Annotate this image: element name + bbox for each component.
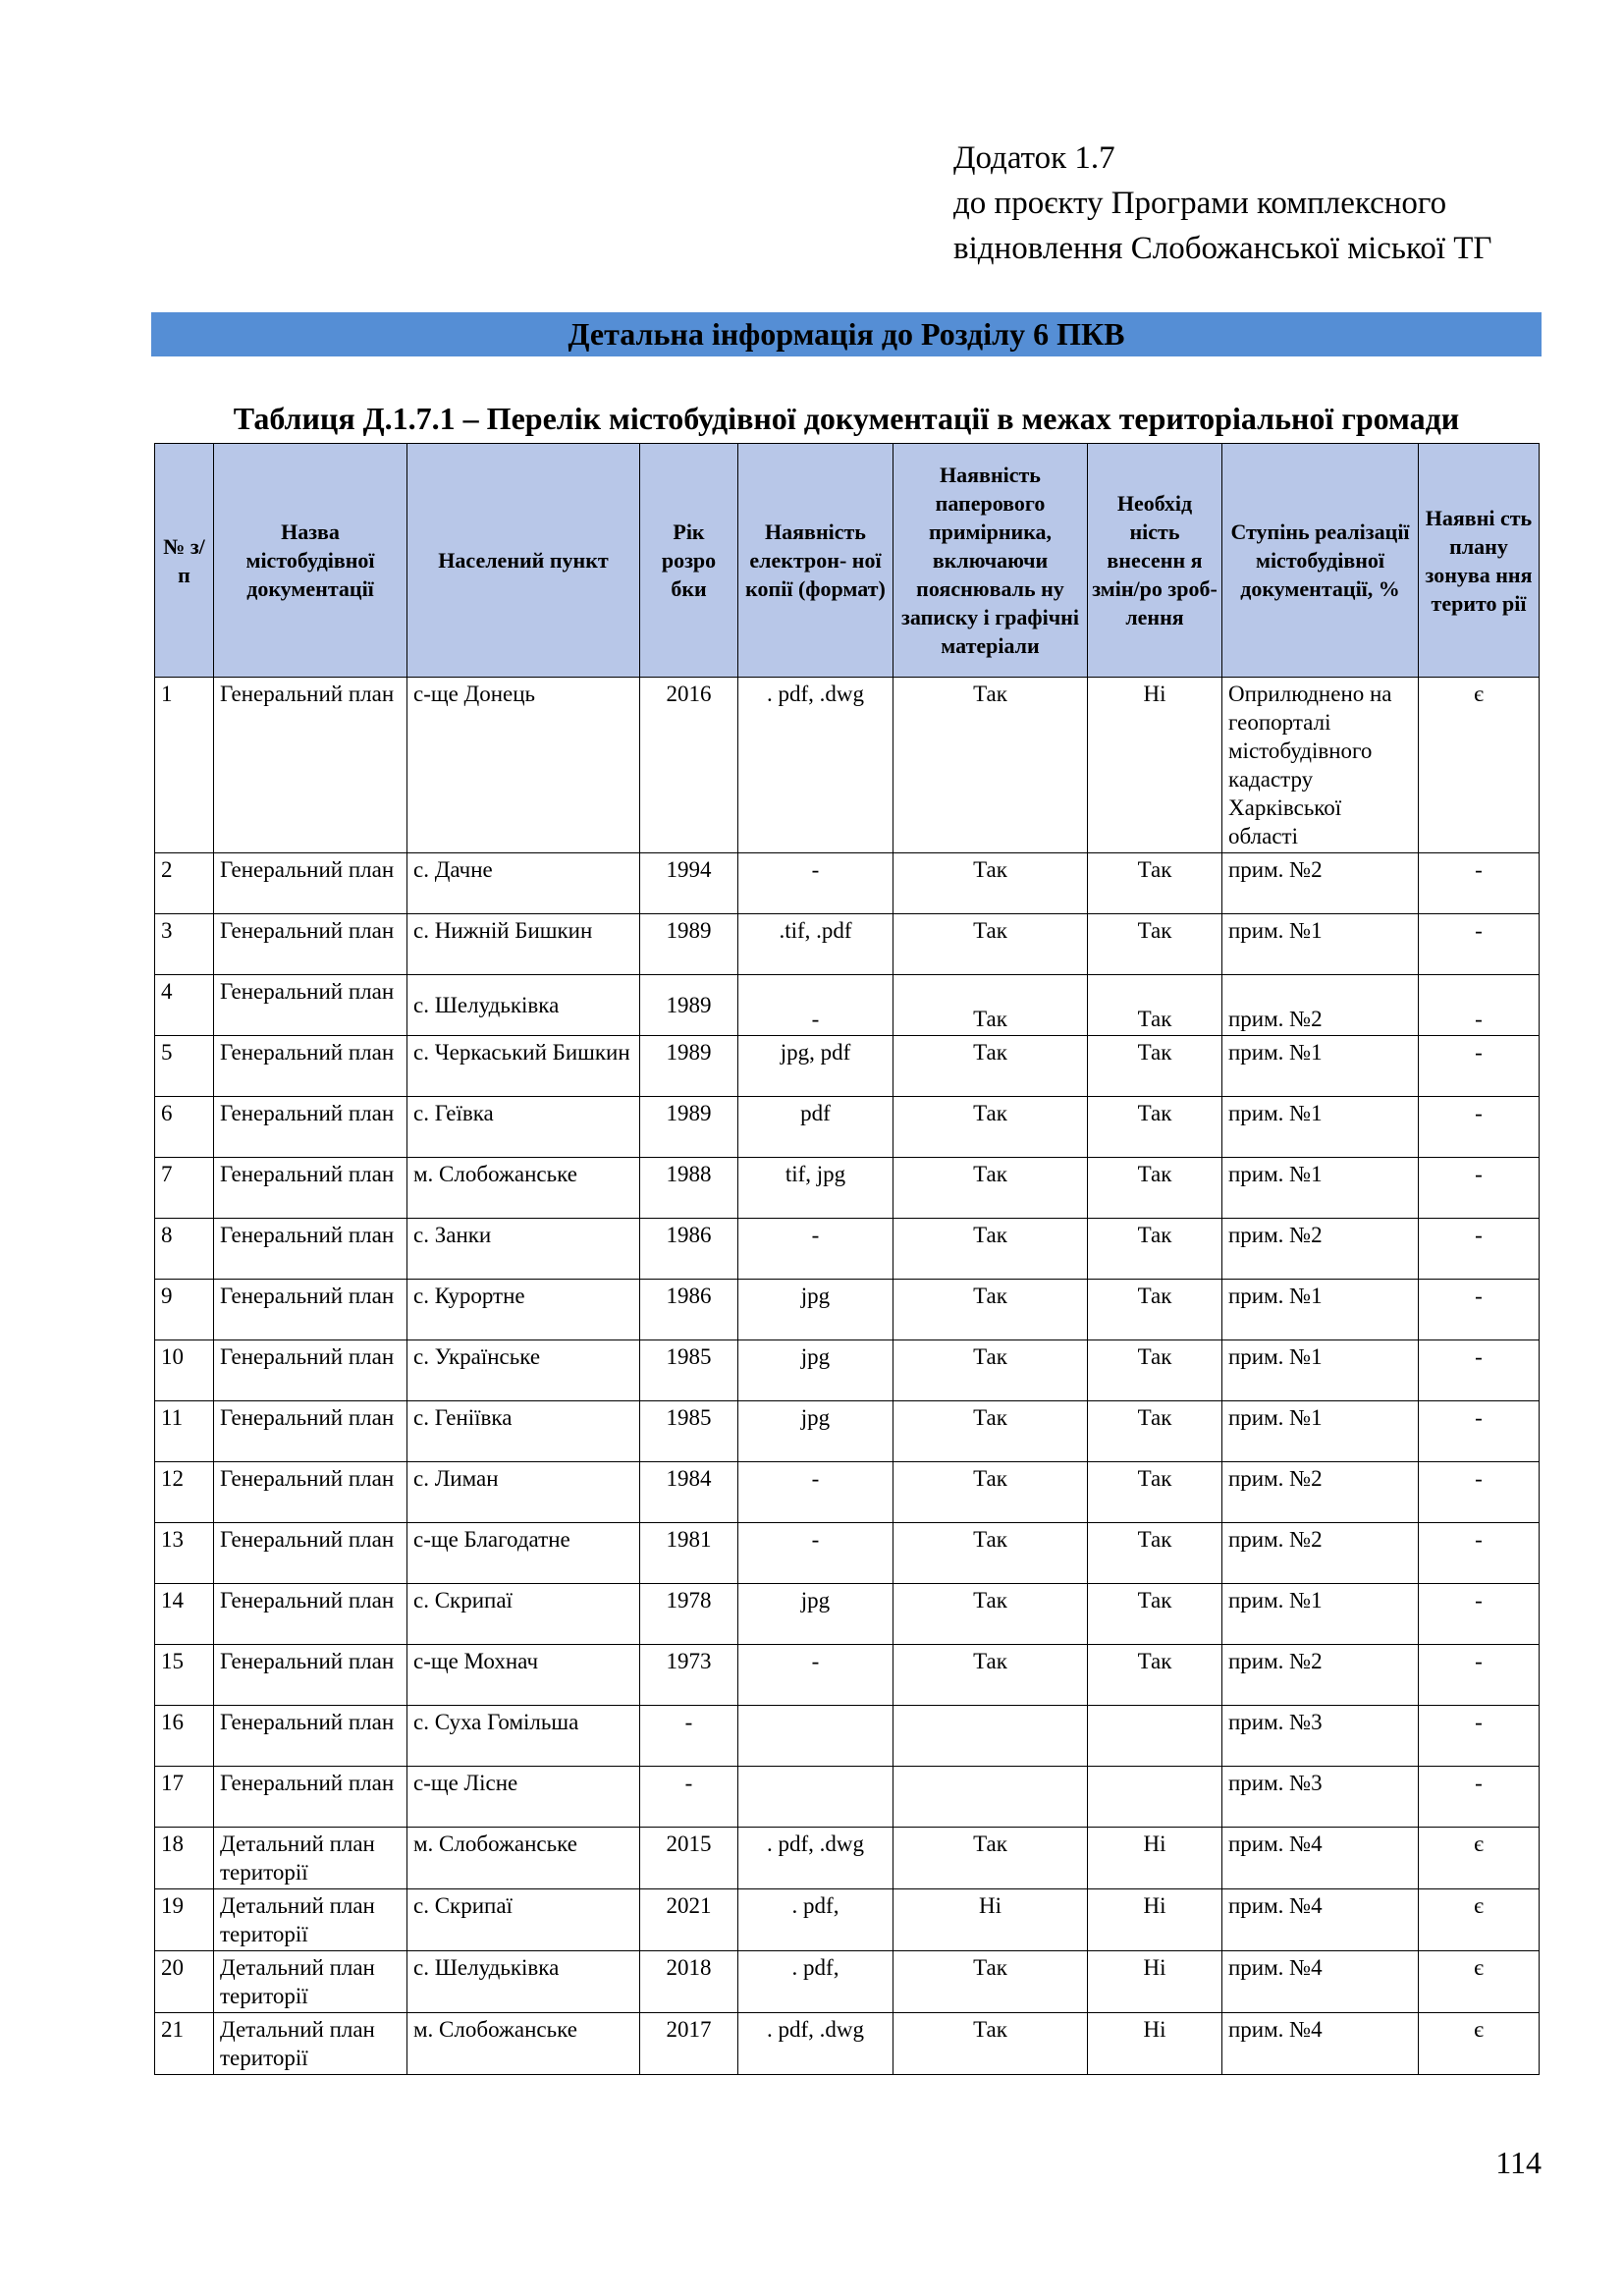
cell-num: 20: [155, 1951, 214, 2013]
table-row: [155, 1280, 1540, 1340]
cell-zoning: є: [1419, 2013, 1540, 2075]
cell-changes: Так: [1088, 1523, 1222, 1584]
table-row: [155, 1828, 1540, 1889]
cell-paper: Так: [893, 2013, 1088, 2075]
cell-year: 2016: [640, 678, 738, 853]
cell-settlement: с. Шелудьківка: [407, 975, 640, 1036]
cell-changes: Так: [1088, 1340, 1222, 1401]
cell-settlement: с. Нижній Бишкин: [407, 914, 640, 975]
cell-name: Детальний план території: [214, 1828, 407, 1889]
cell-realization: прим. №2: [1222, 1645, 1419, 1706]
cell-paper: Так: [893, 1340, 1088, 1401]
cell-electronic: -: [738, 853, 893, 914]
table-row: [155, 1951, 1540, 2013]
cell-zoning: є: [1419, 1889, 1540, 1951]
cell-zoning: -: [1419, 1645, 1540, 1706]
header-row: [155, 444, 1540, 678]
cell-name: Генеральний план: [214, 975, 407, 1036]
cell-num: 11: [155, 1401, 214, 1462]
cell-changes: Так: [1088, 1401, 1222, 1462]
table-row: [155, 1340, 1540, 1401]
header-changes: Необхід ність внесенн я змін/ро зроб- лення: [1088, 444, 1222, 678]
table-row: [155, 1767, 1540, 1828]
table-row: [155, 2013, 1540, 2075]
cell-settlement: с. Черкаський Бишкин: [407, 1036, 640, 1097]
cell-electronic: . pdf, .dwg: [738, 2013, 893, 2075]
cell-name: Генеральний план: [214, 1462, 407, 1523]
cell-electronic: .tif, .pdf: [738, 914, 893, 975]
cell-settlement: м. Слобожанське: [407, 2013, 640, 2075]
cell-name: Генеральний план: [214, 1280, 407, 1340]
header-electronic: Наявність електрон- ної копії (формат): [738, 444, 893, 678]
cell-zoning: є: [1419, 1828, 1540, 1889]
cell-settlement: с. Шелудьківка: [407, 1951, 640, 2013]
cell-realization: прим. №4: [1222, 1951, 1419, 2013]
cell-zoning: -: [1419, 1097, 1540, 1158]
cell-name: Генеральний план: [214, 914, 407, 975]
cell-paper: Так: [893, 678, 1088, 853]
cell-year: 1989: [640, 1097, 738, 1158]
cell-changes: [1088, 1767, 1222, 1828]
cell-zoning: -: [1419, 1767, 1540, 1828]
table-row: [155, 678, 1540, 853]
cell-settlement: с. Лиман: [407, 1462, 640, 1523]
header-zoning: Наявні сть плану зонува ння терито рії: [1419, 444, 1540, 678]
cell-num: 4: [155, 975, 214, 1036]
header-num: № з/п: [155, 444, 214, 678]
cell-settlement: м. Слобожанське: [407, 1158, 640, 1219]
cell-paper: Так: [893, 975, 1088, 1036]
table-row: [155, 1523, 1540, 1584]
cell-year: 1981: [640, 1523, 738, 1584]
table-title: Таблиця Д.1.7.1 – Перелік містобудівної документації в межах територіальної громади: [233, 401, 1460, 436]
header-realization: Ступінь реалізації містобудівної документації, %: [1222, 444, 1419, 678]
cell-changes: Так: [1088, 1219, 1222, 1280]
cell-year: 1985: [640, 1401, 738, 1462]
table-row: [155, 1219, 1540, 1280]
section-banner: Детальна інформація до Розділу 6 ПКВ: [151, 312, 1542, 356]
cell-num: 1: [155, 678, 214, 853]
cell-realization: прим. №2: [1222, 853, 1419, 914]
cell-settlement: с. Скрипаї: [407, 1584, 640, 1645]
cell-name: Генеральний план: [214, 1219, 407, 1280]
cell-realization: прим. №2: [1222, 1462, 1419, 1523]
appendix-line-1: Додаток 1.7: [953, 140, 1115, 176]
header-paper: Наявність паперового примірника, включаючи пояснюваль ну записку і графічні матеріали: [893, 444, 1088, 678]
cell-electronic: . pdf,: [738, 1889, 893, 1951]
cell-realization: прим. №2: [1222, 1219, 1419, 1280]
cell-electronic: . pdf, .dwg: [738, 678, 893, 853]
cell-paper: Так: [893, 1280, 1088, 1340]
cell-name: Генеральний план: [214, 1036, 407, 1097]
cell-settlement: с. Скрипаї: [407, 1889, 640, 1951]
table-body: [155, 678, 1540, 2075]
cell-zoning: -: [1419, 914, 1540, 975]
cell-paper: Так: [893, 1219, 1088, 1280]
cell-paper: Ні: [893, 1889, 1088, 1951]
cell-changes: Так: [1088, 1280, 1222, 1340]
table-row: [155, 853, 1540, 914]
cell-year: 2017: [640, 2013, 738, 2075]
cell-num: 21: [155, 2013, 214, 2075]
cell-num: 14: [155, 1584, 214, 1645]
cell-year: -: [640, 1706, 738, 1767]
cell-settlement: м. Слобожанське: [407, 1828, 640, 1889]
table-row: [155, 1158, 1540, 1219]
cell-num: 12: [155, 1462, 214, 1523]
cell-changes: Так: [1088, 1036, 1222, 1097]
cell-paper: Так: [893, 914, 1088, 975]
cell-zoning: -: [1419, 1280, 1540, 1340]
cell-paper: Так: [893, 1523, 1088, 1584]
table-row: [155, 914, 1540, 975]
cell-year: 1989: [640, 1036, 738, 1097]
cell-paper: [893, 1767, 1088, 1828]
cell-realization: прим. №1: [1222, 914, 1419, 975]
cell-paper: Так: [893, 1828, 1088, 1889]
cell-electronic: . pdf, .dwg: [738, 1828, 893, 1889]
table-row: [155, 1036, 1540, 1097]
cell-num: 3: [155, 914, 214, 975]
cell-electronic: jpg: [738, 1584, 893, 1645]
cell-year: 1973: [640, 1645, 738, 1706]
cell-realization: прим. №1: [1222, 1401, 1419, 1462]
cell-num: 7: [155, 1158, 214, 1219]
cell-changes: Так: [1088, 975, 1222, 1036]
cell-electronic: pdf: [738, 1097, 893, 1158]
cell-num: 18: [155, 1828, 214, 1889]
cell-year: 2018: [640, 1951, 738, 2013]
cell-changes: Так: [1088, 1158, 1222, 1219]
cell-zoning: -: [1419, 1401, 1540, 1462]
cell-zoning: -: [1419, 1584, 1540, 1645]
cell-electronic: jpg: [738, 1280, 893, 1340]
table-row: [155, 1401, 1540, 1462]
cell-zoning: -: [1419, 1523, 1540, 1584]
cell-name: Генеральний план: [214, 678, 407, 853]
cell-electronic: jpg: [738, 1340, 893, 1401]
cell-name: Генеральний план: [214, 1584, 407, 1645]
cell-zoning: -: [1419, 975, 1540, 1036]
cell-settlement: с-ще Лісне: [407, 1767, 640, 1828]
cell-name: Генеральний план: [214, 1767, 407, 1828]
cell-name: Детальний план території: [214, 1951, 407, 2013]
cell-year: 1988: [640, 1158, 738, 1219]
appendix-line-3: відновлення Слобожанської міської ТГ: [953, 231, 1492, 266]
urban-planning-docs-table: [154, 443, 1540, 2075]
cell-year: 1986: [640, 1280, 738, 1340]
cell-name: Генеральний план: [214, 1706, 407, 1767]
cell-paper: Так: [893, 1462, 1088, 1523]
cell-num: 6: [155, 1097, 214, 1158]
cell-num: 13: [155, 1523, 214, 1584]
cell-paper: Так: [893, 1584, 1088, 1645]
cell-year: 2015: [640, 1828, 738, 1889]
cell-electronic: [738, 1767, 893, 1828]
cell-changes: Так: [1088, 1645, 1222, 1706]
table-row: [155, 1462, 1540, 1523]
cell-realization: прим. №1: [1222, 1340, 1419, 1401]
cell-num: 8: [155, 1219, 214, 1280]
cell-electronic: jpg: [738, 1401, 893, 1462]
cell-name: Детальний план території: [214, 2013, 407, 2075]
table-row: [155, 1889, 1540, 1951]
cell-electronic: -: [738, 1219, 893, 1280]
cell-settlement: с-ще Донець: [407, 678, 640, 853]
cell-realization: прим. №2: [1222, 1523, 1419, 1584]
cell-changes: Так: [1088, 1097, 1222, 1158]
cell-paper: Так: [893, 1036, 1088, 1097]
cell-electronic: -: [738, 1645, 893, 1706]
cell-changes: Ні: [1088, 1951, 1222, 2013]
cell-paper: [893, 1706, 1088, 1767]
cell-name: Детальний план території: [214, 1889, 407, 1951]
cell-paper: Так: [893, 1097, 1088, 1158]
cell-year: 1989: [640, 975, 738, 1036]
cell-num: 2: [155, 853, 214, 914]
appendix-heading: [953, 136, 1492, 271]
cell-electronic: -: [738, 1523, 893, 1584]
cell-num: 10: [155, 1340, 214, 1401]
cell-year: 1984: [640, 1462, 738, 1523]
cell-num: 5: [155, 1036, 214, 1097]
cell-changes: Ні: [1088, 1828, 1222, 1889]
cell-settlement: с-ще Благодатне: [407, 1523, 640, 1584]
cell-name: Генеральний план: [214, 853, 407, 914]
cell-realization: прим. №1: [1222, 1280, 1419, 1340]
cell-changes: Так: [1088, 853, 1222, 914]
cell-settlement: с-ще Мохнач: [407, 1645, 640, 1706]
cell-zoning: -: [1419, 1158, 1540, 1219]
cell-zoning: -: [1419, 1219, 1540, 1280]
cell-electronic: -: [738, 975, 893, 1036]
cell-year: -: [640, 1767, 738, 1828]
table-row: [155, 1584, 1540, 1645]
cell-electronic: . pdf,: [738, 1951, 893, 2013]
cell-num: 15: [155, 1645, 214, 1706]
table-row: [155, 1645, 1540, 1706]
cell-changes: Так: [1088, 1462, 1222, 1523]
cell-settlement: с. Курортне: [407, 1280, 640, 1340]
page-number: 114: [1495, 2145, 1542, 2180]
cell-name: Генеральний план: [214, 1097, 407, 1158]
cell-realization: прим. №4: [1222, 2013, 1419, 2075]
cell-name: Генеральний план: [214, 1523, 407, 1584]
cell-realization: прим. №4: [1222, 1828, 1419, 1889]
cell-settlement: с. Занки: [407, 1219, 640, 1280]
cell-realization: прим. №1: [1222, 1584, 1419, 1645]
cell-num: 16: [155, 1706, 214, 1767]
cell-zoning: -: [1419, 1036, 1540, 1097]
table-row: [155, 975, 1540, 1036]
cell-settlement: с. Українське: [407, 1340, 640, 1401]
cell-realization: прим. №3: [1222, 1706, 1419, 1767]
cell-year: 1986: [640, 1219, 738, 1280]
cell-num: 9: [155, 1280, 214, 1340]
cell-changes: Ні: [1088, 1889, 1222, 1951]
cell-zoning: -: [1419, 1462, 1540, 1523]
cell-electronic: -: [738, 1462, 893, 1523]
cell-zoning: -: [1419, 1706, 1540, 1767]
cell-num: 19: [155, 1889, 214, 1951]
cell-year: 1989: [640, 914, 738, 975]
cell-realization: прим. №1: [1222, 1158, 1419, 1219]
cell-realization: прим. №1: [1222, 1097, 1419, 1158]
cell-changes: Ні: [1088, 2013, 1222, 2075]
cell-electronic: jpg, pdf: [738, 1036, 893, 1097]
header-settlement: Населений пункт: [407, 444, 640, 678]
header-name: Назва містобудівної документації: [214, 444, 407, 678]
cell-changes: Ні: [1088, 678, 1222, 853]
cell-realization: прим. №1: [1222, 1036, 1419, 1097]
cell-year: 1978: [640, 1584, 738, 1645]
cell-name: Генеральний план: [214, 1158, 407, 1219]
cell-zoning: є: [1419, 678, 1540, 853]
cell-paper: Так: [893, 1158, 1088, 1219]
cell-settlement: с. Геніївка: [407, 1401, 640, 1462]
cell-changes: [1088, 1706, 1222, 1767]
cell-changes: Так: [1088, 914, 1222, 975]
cell-name: Генеральний план: [214, 1645, 407, 1706]
cell-electronic: tif, jpg: [738, 1158, 893, 1219]
cell-name: Генеральний план: [214, 1340, 407, 1401]
cell-paper: Так: [893, 853, 1088, 914]
cell-realization: прим. №4: [1222, 1889, 1419, 1951]
cell-changes: Так: [1088, 1584, 1222, 1645]
cell-zoning: є: [1419, 1951, 1540, 2013]
cell-zoning: -: [1419, 1340, 1540, 1401]
cell-year: 2021: [640, 1889, 738, 1951]
cell-paper: Так: [893, 1951, 1088, 2013]
cell-realization: прим. №2: [1222, 975, 1419, 1036]
header-year: Рік розро бки: [640, 444, 738, 678]
cell-paper: Так: [893, 1645, 1088, 1706]
cell-realization: Оприлюднено на геопорталі містобудівного кадастру Харківської області: [1222, 678, 1419, 853]
appendix-line-2: до проєкту Програми комплексного: [953, 186, 1447, 221]
cell-electronic: [738, 1706, 893, 1767]
table-row: [155, 1097, 1540, 1158]
cell-settlement: с. Геївка: [407, 1097, 640, 1158]
cell-settlement: с. Дачне: [407, 853, 640, 914]
cell-realization: прим. №3: [1222, 1767, 1419, 1828]
cell-year: 1994: [640, 853, 738, 914]
cell-name: Генеральний план: [214, 1401, 407, 1462]
cell-paper: Так: [893, 1401, 1088, 1462]
table-row: [155, 1706, 1540, 1767]
cell-year: 1985: [640, 1340, 738, 1401]
cell-zoning: -: [1419, 853, 1540, 914]
cell-settlement: с. Суха Гомільша: [407, 1706, 640, 1767]
cell-num: 17: [155, 1767, 214, 1828]
